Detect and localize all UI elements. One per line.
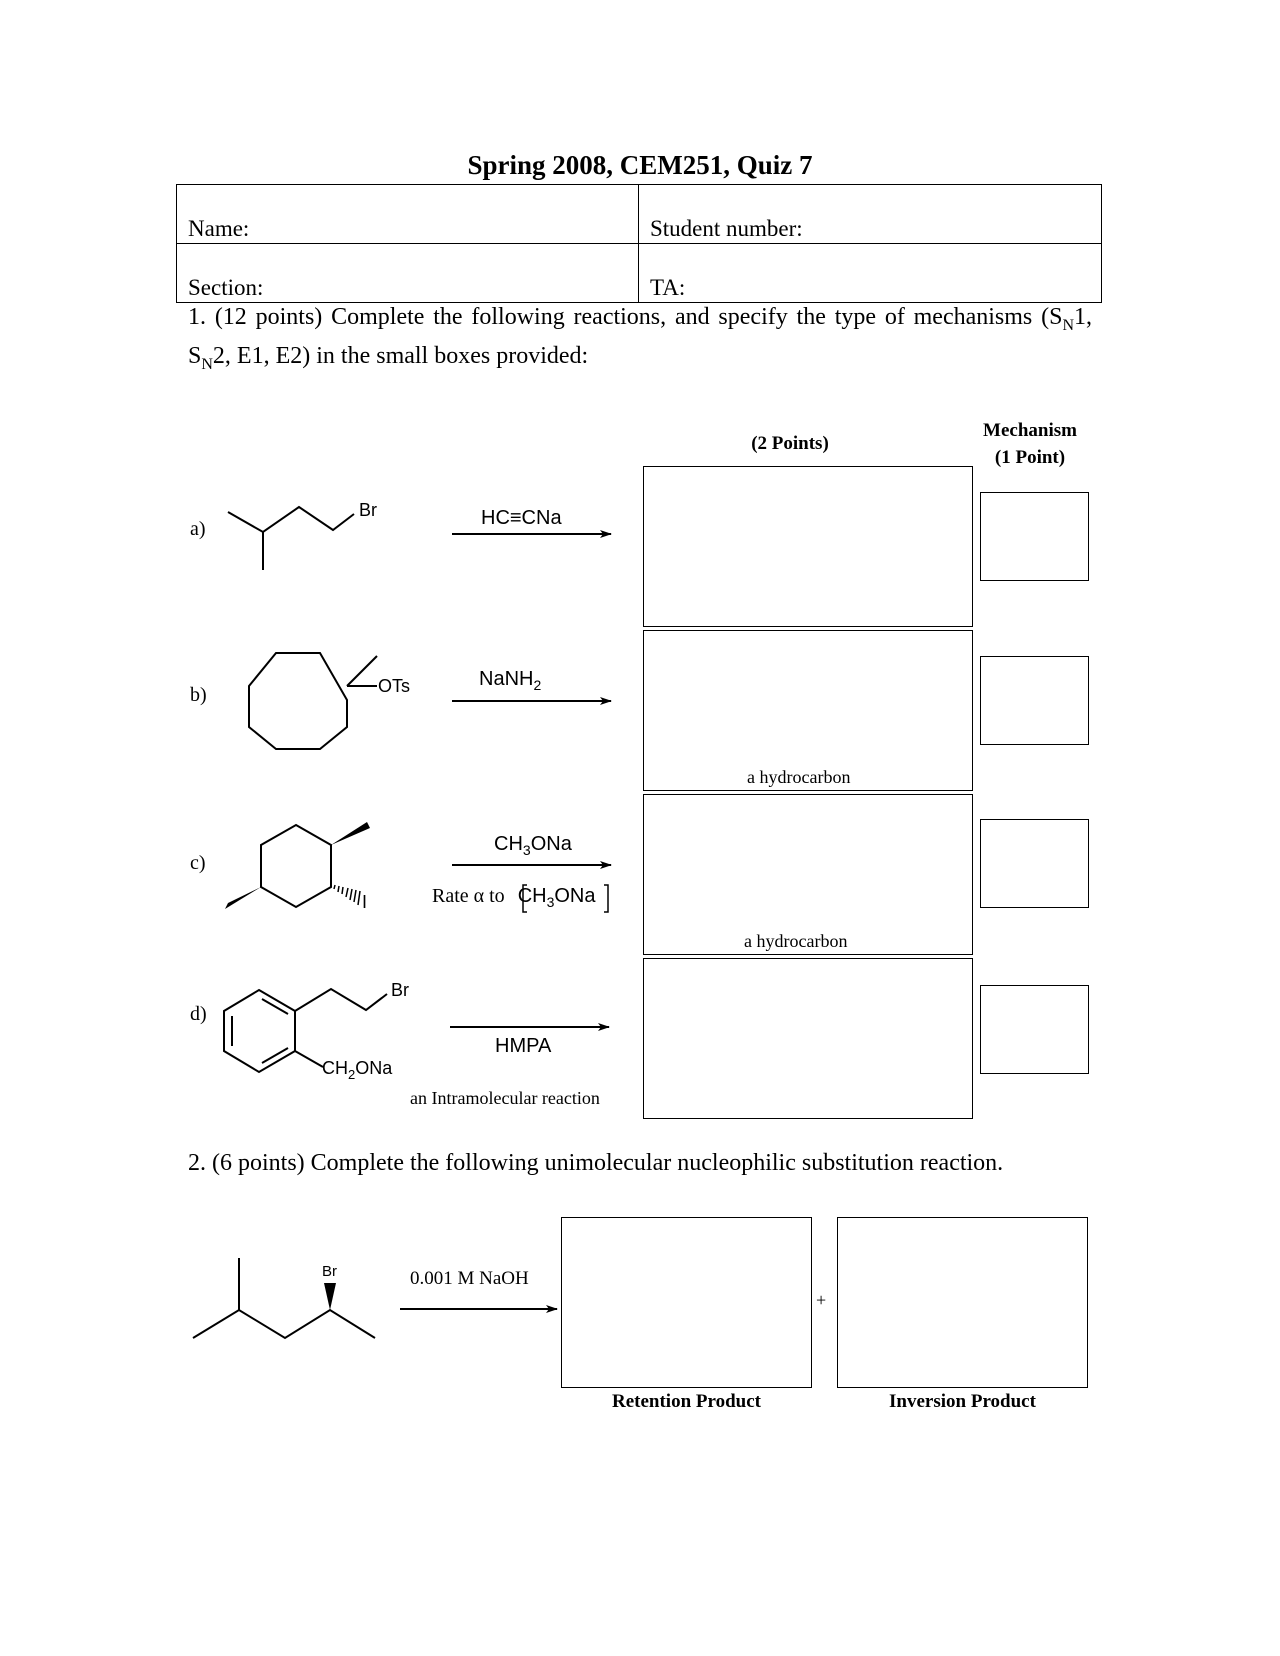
- product-box-b[interactable]: [643, 630, 973, 791]
- question-2-text: 2. (6 points) Complete the following unimolecular nucleophilic substitution reaction.: [188, 1150, 1004, 1176]
- page-title: Spring 2008, CEM251, Quiz 7: [467, 150, 813, 180]
- reactant-d-bromo: Br: [391, 980, 409, 1000]
- q2-reactant-structure: [193, 1258, 375, 1338]
- reactant-b-structure: [249, 653, 377, 749]
- reagent-c: $CH_3ONa$: [494, 833, 572, 858]
- reaction-d-caption: an Intramolecular reaction: [410, 1088, 600, 1108]
- inversion-product-label: Inversion Product: [889, 1391, 1036, 1412]
- reaction-c-label: c): [190, 852, 206, 874]
- reaction-b-label: b): [190, 684, 207, 706]
- reagent-d: HMPA: [495, 1035, 552, 1057]
- product-column-header: (2 Points): [751, 433, 829, 454]
- product-c-caption: a hydrocarbon: [744, 931, 848, 951]
- retention-product-box[interactable]: [561, 1217, 812, 1388]
- section-label: Section:: [188, 275, 264, 300]
- reaction-a-label: a): [190, 518, 206, 540]
- mechanism-column-header: Mechanism (1 Point): [983, 420, 1077, 468]
- plus-sign: +: [816, 1290, 827, 1310]
- reagent-a: HC≡CNa: [481, 507, 562, 529]
- reactant-a-substituent: Br: [359, 500, 377, 520]
- ta-label: TA:: [650, 275, 686, 300]
- rate-expression: Rate α to $CH_3ONa$: [432, 885, 596, 910]
- q2-substituent: Br: [322, 1263, 337, 1280]
- reactant-b-substituent: OTs: [378, 676, 411, 696]
- reactant-c-structure: [225, 822, 370, 909]
- reactant-a-structure: [228, 507, 354, 570]
- product-b-caption: a hydrocarbon: [747, 767, 851, 787]
- retention-product-label: Retention Product: [612, 1391, 761, 1412]
- mechanism-box-a[interactable]: [980, 492, 1089, 581]
- product-box-c[interactable]: [643, 794, 973, 955]
- name-label: Name:: [188, 216, 250, 241]
- reactant-d-substituent: $CH_2ONa$: [322, 1058, 393, 1082]
- product-box-d[interactable]: [643, 958, 973, 1119]
- reaction-d-label: d): [190, 1003, 207, 1025]
- reactant-c-substituent: I: [362, 892, 368, 912]
- question-1-text: 1. (12 points) Complete the following reactions, and specify the type of mechanisms ($S_N1$, $S_N2$, E1, E2) in the small boxes provided:: [188, 304, 1092, 373]
- student-number-label: Student number:: [650, 216, 803, 241]
- reagent-b: NaNH$_2$: [479, 668, 542, 693]
- mechanism-box-d[interactable]: [980, 985, 1089, 1074]
- q2-wedge-bond: [324, 1283, 336, 1310]
- mechanism-box-b[interactable]: [980, 656, 1089, 745]
- mechanism-box-c[interactable]: [980, 819, 1089, 908]
- product-box-a[interactable]: [643, 466, 973, 627]
- q2-reagent: 0.001 M NaOH: [410, 1268, 529, 1289]
- inversion-product-box[interactable]: [837, 1217, 1088, 1388]
